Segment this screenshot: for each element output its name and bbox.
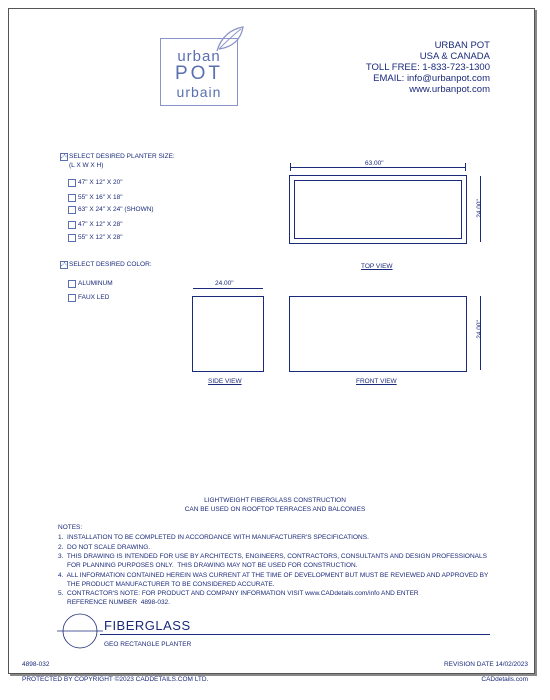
logo-line-2: POT — [174, 63, 224, 84]
size-option-checkbox[interactable] — [68, 206, 76, 214]
leaf-icon — [213, 25, 245, 55]
note-line: 5. CONTRACTOR'S NOTE: FOR PRODUCT AND COMPANY INFORMATION VISIT www.CADdetails.com/info AND ENTER — [58, 590, 419, 597]
size-option-checkbox[interactable] — [68, 221, 76, 229]
company-phone: TOLL FREE: 1-833-723-1300 — [365, 62, 490, 73]
note-line: 2. DO NOT SCALE DRAWING. — [58, 544, 151, 551]
note-line: THE PRODUCT MANUFACTURER TO BE CONSIDERED ACCURATE. — [58, 581, 275, 588]
top-view-inner — [294, 180, 462, 239]
side-width-dimension: 24.00" — [215, 280, 234, 287]
logo-line-1: urban — [177, 48, 221, 65]
title-circle-symbol — [57, 612, 103, 650]
company-region: USA & CANADA — [419, 51, 490, 62]
construction-line-2: CAN BE USED ON ROOFTOP TERRACES AND BALCONIES — [184, 506, 366, 513]
note-line: 4. ALL INFORMATION CONTAINED HEREIN WAS CURRENT AT THE TIME OF DEVELOPMENT BUT MUST BE REVIEWED AND APPROVED BY — [58, 572, 489, 579]
size-heading-checkbox[interactable] — [60, 153, 68, 161]
top-width-dim-line — [290, 167, 465, 168]
note-line: 1. INSTALLATION TO BE COMPLETED IN ACCORDANCE WITH MANUFACTURER'S SPECIFICATIONS. — [58, 534, 369, 541]
caddetails-brand: CADdetails.com — [481, 676, 528, 683]
company-web: www.urbanpot.com — [409, 84, 490, 95]
side-width-dim-line — [193, 288, 263, 289]
company-name: URBAN POT — [434, 40, 490, 51]
side-view-outline — [192, 296, 264, 372]
notes-heading: NOTES: — [58, 524, 83, 531]
size-option-label: 55" X 12" X 28" — [78, 234, 123, 241]
company-email: EMAIL: info@urbanpot.com — [373, 73, 490, 84]
reference-number: 4898-032 — [22, 661, 50, 668]
size-subheading: (L X W X H) — [69, 162, 104, 169]
front-view-label: FRONT VIEW — [356, 378, 397, 385]
revision-date: REVISION DATE 14/02/2023 — [443, 661, 528, 668]
top-width-dimension: 63.00" — [365, 160, 384, 167]
company-info — [290, 40, 490, 95]
color-option-checkbox[interactable] — [68, 280, 76, 288]
note-line: 3. THIS DRAWING IS INTENDED FOR USE BY ARCHITECTS, ENGINEERS, CONTRACTORS, CONSULTANTS AND DESIGN PROFESSIONALS — [58, 553, 487, 560]
color-heading: SELECT DESIRED COLOR: — [69, 261, 152, 268]
note-line: REFERENCE NUMBER 4898-032. — [58, 599, 170, 606]
top-view-label: TOP VIEW — [361, 263, 393, 270]
side-view-label: SIDE VIEW — [208, 378, 242, 385]
front-height-dimension: 24.00" — [475, 320, 483, 339]
size-heading: SELECT DESIRED PLANTER SIZE: — [69, 153, 175, 160]
size-option-label: 55" X 16" X 18" — [78, 194, 123, 201]
dim-tick — [290, 163, 291, 171]
dim-tick — [465, 163, 466, 171]
drawing-subtitle: GEO RECTANGLE PLANTER — [104, 641, 192, 648]
size-option-label: 47" X 12" X 28" — [78, 221, 123, 228]
size-option-checkbox[interactable] — [68, 234, 76, 242]
front-view-outline — [289, 296, 467, 372]
size-option-checkbox[interactable] — [68, 194, 76, 202]
drawing-title: FIBERGLASS — [104, 618, 191, 633]
copyright: PROTECTED BY COPYRIGHT ©2023 CADDETAILS.COM LTD. — [22, 676, 209, 683]
note-line: FOR PLANNING PURPOSES ONLY. THIS DRAWING MAY NOT BE USED FOR CONSTRUCTION. — [58, 562, 358, 569]
construction-line-1: LIGHTWEIGHT FIBERGLASS CONSTRUCTION — [204, 497, 346, 504]
logo-line-3: urbain — [176, 84, 222, 100]
top-height-dimension: 24.00" — [475, 199, 483, 218]
color-heading-checkbox[interactable] — [60, 261, 68, 269]
urban-pot-logo — [160, 38, 238, 106]
color-option-label: ALUMINUM — [78, 280, 113, 287]
size-option-checkbox[interactable] — [68, 179, 76, 187]
color-option-checkbox[interactable] — [68, 294, 76, 302]
title-underline — [100, 634, 490, 635]
size-option-label: 47" X 12" X 20" — [78, 179, 123, 186]
size-option-label: 63" X 24" X 24" (SHOWN) — [78, 206, 154, 213]
color-option-label: FAUX LED — [78, 294, 110, 301]
